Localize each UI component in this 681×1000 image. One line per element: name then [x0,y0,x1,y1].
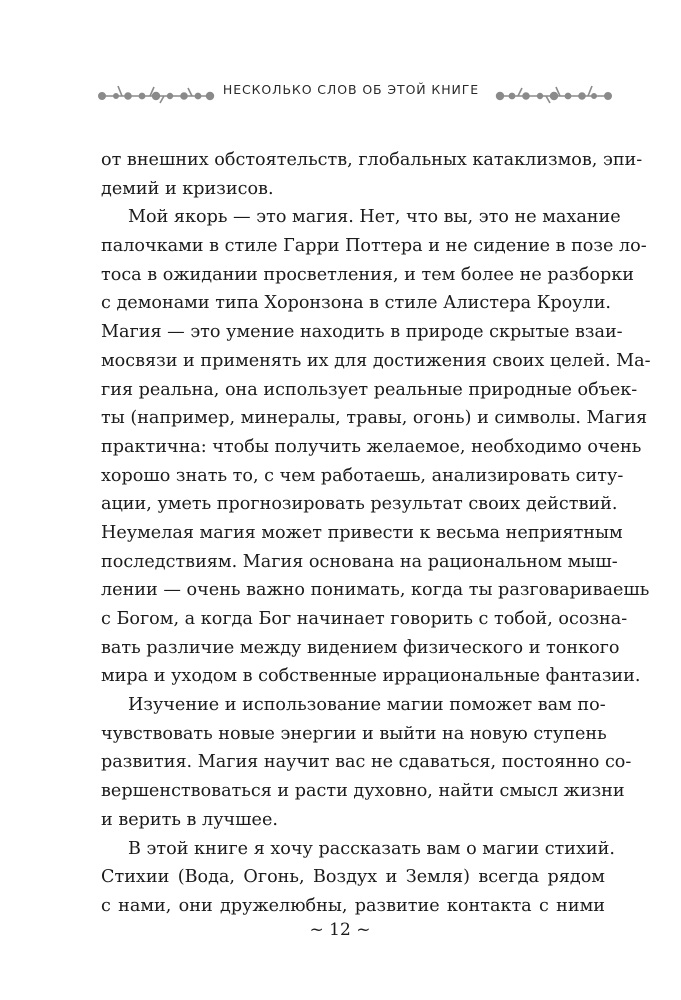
text-line: от внешних обстоятельств, глобальных катаклизмов, эпи- [101,150,643,170]
text-line: с нами, они дружелюбны, развитие контакта с ними [101,895,605,916]
text-line: Стихии (Вода, Огонь, Воздух и Земля) всегда рядом [101,867,605,888]
page-number: ~ 12 ~ [309,920,371,940]
text-line: с демонами типа Хоронзона в стиле Алистера Кроули. [101,293,612,314]
ornament-right-icon [492,76,612,106]
text-line: мира и уходом в собственные иррациональные фантазии. [101,666,641,687]
text-line: последствиям. Магия основана на рациональном мыш- [101,551,618,572]
body-text [101,146,651,921]
text-line: практична: чтобы получить желаемое, необходимо очень [101,436,642,457]
text-line: демий и кризисов. [101,178,274,199]
text-line: тоса в ожидании просветления, и тем более не разборки [101,264,634,285]
text-line: вершенствоваться и расти духовно, найти смысл жизни [101,781,625,802]
text-line: Неумелая магия может привести к весьма неприятным [101,522,623,543]
text-line: В этой книге я хочу рассказать вам о магии стихий. [128,838,615,859]
text-line: мосвязи и применять их для достижения своих целей. Ма- [101,350,651,371]
text-line: хорошо знать то, с чем работаешь, анализировать ситу- [101,465,624,486]
text-line: Изучение и использование магии поможет вам по- [128,695,606,716]
ornament-left-icon [98,76,218,106]
text-line: палочками в стиле Гарри Поттера и не сидение в позе ло- [101,236,647,257]
text-line: ации, уметь прогнозировать результат своих действий. [101,494,618,515]
text-line: лении — очень важно понимать, когда ты разговариваешь [101,580,650,601]
text-line: с Богом, а когда Бог начинает говорить с тобой, осозна- [101,609,628,629]
running-header [0,72,681,112]
text-line: Мой якорь — это магия. Нет, что вы, это не махание [128,207,621,228]
text-line: гия реальна, она использует реальные природные объек- [101,379,638,400]
text-line: и верить в лучшее. [101,809,278,830]
text-line: развития. Магия научит вас не сдаваться, постоянно со- [101,752,632,773]
text-line: вать различие между видением физического и тонкого [101,637,620,658]
text-line: ты (например, минералы, травы, огонь) и символы. Магия [101,408,648,429]
text-line: Магия — это умение находить в природе скрытые взаи- [101,322,623,343]
text-line: чувствовать новые энергии и выйти на новую ступень [101,723,607,744]
header-title: НЕСКОЛЬКО СЛОВ ОБ ЭТОЙ КНИГЕ [222,82,480,97]
